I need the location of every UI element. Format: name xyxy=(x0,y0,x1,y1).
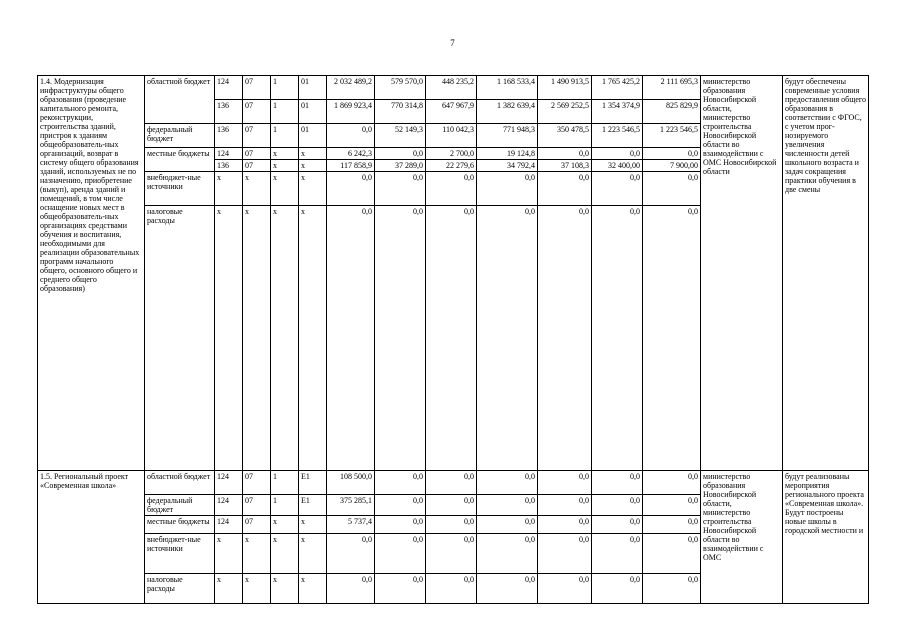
budget-code-cell: 01 xyxy=(299,76,327,100)
amount-cell: 0,0 xyxy=(477,495,538,516)
amount-cell: 0,0 xyxy=(426,516,477,534)
amount-cell: 0,0 xyxy=(592,574,643,604)
budget-code-cell: 01 xyxy=(299,100,327,124)
amount-cell: 0,0 xyxy=(426,172,477,206)
budget-code-cell: х xyxy=(299,148,327,160)
amount-cell: 0,0 xyxy=(327,206,375,471)
budget-code-cell: 124 xyxy=(215,471,243,495)
amount-cell: 771 948,3 xyxy=(477,124,538,148)
amount-cell: 0,0 xyxy=(592,172,643,206)
budget-code-cell: х xyxy=(271,172,299,206)
funding-source: внебюджет-ные источники xyxy=(145,172,215,206)
amount-cell: 1 223 546,5 xyxy=(643,124,701,148)
budget-code-cell: 1 xyxy=(271,124,299,148)
funding-source: областной бюджет xyxy=(145,471,215,495)
amount-cell: 0,0 xyxy=(538,172,592,206)
amount-cell: 108 500,0 xyxy=(327,471,375,495)
budget-code-cell: 07 xyxy=(243,495,271,516)
budget-code-cell: 07 xyxy=(243,100,271,124)
budget-code-cell: х xyxy=(271,574,299,604)
amount-cell: 1 354 374,9 xyxy=(592,100,643,124)
amount-cell: 0,0 xyxy=(643,148,701,160)
budget-code-cell: х xyxy=(299,516,327,534)
budget-code-cell: 1 xyxy=(271,471,299,495)
page-number: 7 xyxy=(450,38,455,48)
amount-cell: 37 289,0 xyxy=(375,160,426,172)
amount-cell: 0,0 xyxy=(643,534,701,574)
amount-cell: 0,0 xyxy=(643,471,701,495)
amount-cell: 0,0 xyxy=(426,471,477,495)
budget-code-cell: 136 xyxy=(215,124,243,148)
funding-source: налоговые расходы xyxy=(145,206,215,471)
amount-cell: 0,0 xyxy=(538,534,592,574)
funding-source: местные бюджеты xyxy=(145,148,215,172)
budget-code-cell: 1 xyxy=(271,100,299,124)
amount-cell: 0,0 xyxy=(643,495,701,516)
amount-cell: 0,0 xyxy=(592,495,643,516)
amount-cell: 0,0 xyxy=(538,574,592,604)
executor-cell: министерство образования Новосибирской области, министерство строительства Новосибирской области во взаимодействии с ОМС xyxy=(701,471,783,604)
budget-code-cell: 01 xyxy=(299,124,327,148)
budget-code-cell: х xyxy=(271,534,299,574)
budget-code-cell: х xyxy=(299,172,327,206)
measure-name: 1.5. Региональный проект «Современная школа» xyxy=(38,471,145,604)
amount-cell: 375 285,1 xyxy=(327,495,375,516)
amount-cell: 448 235,2 xyxy=(426,76,477,100)
amount-cell: 0,0 xyxy=(375,495,426,516)
amount-cell: 0,0 xyxy=(375,172,426,206)
budget-code-cell: х xyxy=(299,574,327,604)
amount-cell: 0,0 xyxy=(426,574,477,604)
budget-code-cell: х xyxy=(243,172,271,206)
budget-code-cell: х xyxy=(299,160,327,172)
budget-code-cell: 07 xyxy=(243,471,271,495)
amount-cell: 0,0 xyxy=(592,516,643,534)
budget-code-cell: х xyxy=(271,516,299,534)
budget-code-cell: 07 xyxy=(243,124,271,148)
amount-cell: 0,0 xyxy=(375,471,426,495)
table-row xyxy=(38,76,869,100)
amount-cell: 34 792,4 xyxy=(477,160,538,172)
amount-cell: 22 279,6 xyxy=(426,160,477,172)
funding-source: налоговые расходы xyxy=(145,574,215,604)
amount-cell: 110 042,3 xyxy=(426,124,477,148)
budget-code-cell: 07 xyxy=(243,148,271,160)
amount-cell: 579 570,0 xyxy=(375,76,426,100)
amount-cell: 2 569 252,5 xyxy=(538,100,592,124)
amount-cell: 0,0 xyxy=(477,172,538,206)
amount-cell: 0,0 xyxy=(375,534,426,574)
amount-cell: 19 124,8 xyxy=(477,148,538,160)
executor-cell: министерство образования Новосибирской области, министерство строительства Новосибирской области во взаимодействии с ОМС Новосибирской области xyxy=(701,76,783,471)
amount-cell: 0,0 xyxy=(592,534,643,574)
amount-cell: 0,0 xyxy=(538,495,592,516)
funding-source: федеральный бюджет xyxy=(145,124,215,148)
budget-code-cell: х xyxy=(215,574,243,604)
amount-cell: 117 858,9 xyxy=(327,160,375,172)
expected-result-cell: будут обеспечены современные условия предоставления общего образования в соответствии с ФГОС, с учетом прог-нозируемого увеличения численности детей школьного возраста и задач сокращения практики обучения в две смены xyxy=(783,76,869,471)
budget-code-cell: х xyxy=(215,172,243,206)
amount-cell: 0,0 xyxy=(592,206,643,471)
funding-source: внебюджет-ные источники xyxy=(145,534,215,574)
budget-code-cell: 124 xyxy=(215,76,243,100)
amount-cell: 7 900,00 xyxy=(643,160,701,172)
amount-cell: 0,0 xyxy=(477,574,538,604)
amount-cell: 0,0 xyxy=(643,574,701,604)
budget-code-cell: Е1 xyxy=(299,495,327,516)
budget-code-cell: х xyxy=(215,206,243,471)
amount-cell: 32 400,00 xyxy=(592,160,643,172)
budget-code-cell: х xyxy=(271,206,299,471)
amount-cell: 2 700,0 xyxy=(426,148,477,160)
amount-cell: 1 223 546,5 xyxy=(592,124,643,148)
budget-code-cell: 124 xyxy=(215,495,243,516)
budget-code-cell: 07 xyxy=(243,76,271,100)
amount-cell: 647 967,9 xyxy=(426,100,477,124)
budget-code-cell: 124 xyxy=(215,148,243,160)
amount-cell: 0,0 xyxy=(538,516,592,534)
amount-cell: 0,0 xyxy=(327,172,375,206)
measure-name: 1.4. Модернизация инфраструктуры общего образования (проведение капитального ремонта, реконструкции, строительства зданий, пристроя к зданиям общеобразователь-ных организаций, возврат в систему общего образования зданий, используемых не по назначению, приобретение (выкуп), аренда зданий и помещений, в том числе оснащение новых мест в общеобразователь-ных организациях средствами обучения и воспитания, необходимыми для реализации образовательных программ начального общего, основного общего и среднего общего образования) xyxy=(38,76,145,471)
budget-code-cell: х xyxy=(243,206,271,471)
funding-source: областной бюджет xyxy=(145,76,215,124)
amount-cell: 0,0 xyxy=(538,206,592,471)
amount-cell: 1 869 923,4 xyxy=(327,100,375,124)
budget-code-cell: 07 xyxy=(243,516,271,534)
budget-code-cell: х xyxy=(271,148,299,160)
amount-cell: 0,0 xyxy=(538,471,592,495)
budget-code-cell: х xyxy=(299,206,327,471)
amount-cell: 2 111 695,3 xyxy=(643,76,701,100)
amount-cell: 0,0 xyxy=(643,172,701,206)
budget-code-cell: 1 xyxy=(271,495,299,516)
amount-cell: 0,0 xyxy=(477,471,538,495)
amount-cell: 0,0 xyxy=(375,206,426,471)
amount-cell: 2 032 489,2 xyxy=(327,76,375,100)
amount-cell: 5 737,4 xyxy=(327,516,375,534)
amount-cell: 0,0 xyxy=(643,206,701,471)
amount-cell: 770 314,8 xyxy=(375,100,426,124)
funding-source: местные бюджеты xyxy=(145,516,215,534)
table-row xyxy=(38,471,869,495)
amount-cell: 1 490 913,5 xyxy=(538,76,592,100)
amount-cell: 6 242,3 xyxy=(327,148,375,160)
amount-cell: 0,0 xyxy=(426,206,477,471)
amount-cell: 0,0 xyxy=(375,574,426,604)
amount-cell: 0,0 xyxy=(327,534,375,574)
budget-code-cell: х xyxy=(243,534,271,574)
budget-code-cell: х xyxy=(271,160,299,172)
budget-code-cell: х xyxy=(243,574,271,604)
amount-cell: 0,0 xyxy=(477,206,538,471)
budget-code-cell: 07 xyxy=(243,160,271,172)
amount-cell: 350 478,5 xyxy=(538,124,592,148)
amount-cell: 0,0 xyxy=(375,516,426,534)
amount-cell: 0,0 xyxy=(426,495,477,516)
amount-cell: 0,0 xyxy=(538,148,592,160)
amount-cell: 0,0 xyxy=(327,124,375,148)
amount-cell: 0,0 xyxy=(477,534,538,574)
expected-result-cell: будут реализованы мероприятия регионального проекта «Современная школа». Будут построены новые школы в городской местности и xyxy=(783,471,869,604)
amount-cell: 0,0 xyxy=(643,516,701,534)
budget-code-cell: 124 xyxy=(215,516,243,534)
budget-code-cell: х xyxy=(299,534,327,574)
funding-source: федеральный бюджет xyxy=(145,495,215,516)
amount-cell: 1 168 533,4 xyxy=(477,76,538,100)
amount-cell: 0,0 xyxy=(477,516,538,534)
budget-code-cell: 136 xyxy=(215,160,243,172)
amount-cell: 1 382 639,4 xyxy=(477,100,538,124)
amount-cell: 0,0 xyxy=(426,534,477,574)
amount-cell: 0,0 xyxy=(327,574,375,604)
amount-cell: 0,0 xyxy=(592,471,643,495)
budget-code-cell: 1 xyxy=(271,76,299,100)
budget-code-cell: х xyxy=(215,534,243,574)
amount-cell: 0,0 xyxy=(375,148,426,160)
budget-code-cell: Е1 xyxy=(299,471,327,495)
budget-code-cell: 136 xyxy=(215,100,243,124)
amount-cell: 52 149,3 xyxy=(375,124,426,148)
amount-cell: 825 829,9 xyxy=(643,100,701,124)
amount-cell: 37 108,3 xyxy=(538,160,592,172)
program-measures-table xyxy=(37,75,869,604)
amount-cell: 0,0 xyxy=(592,148,643,160)
amount-cell: 1 765 425,2 xyxy=(592,76,643,100)
